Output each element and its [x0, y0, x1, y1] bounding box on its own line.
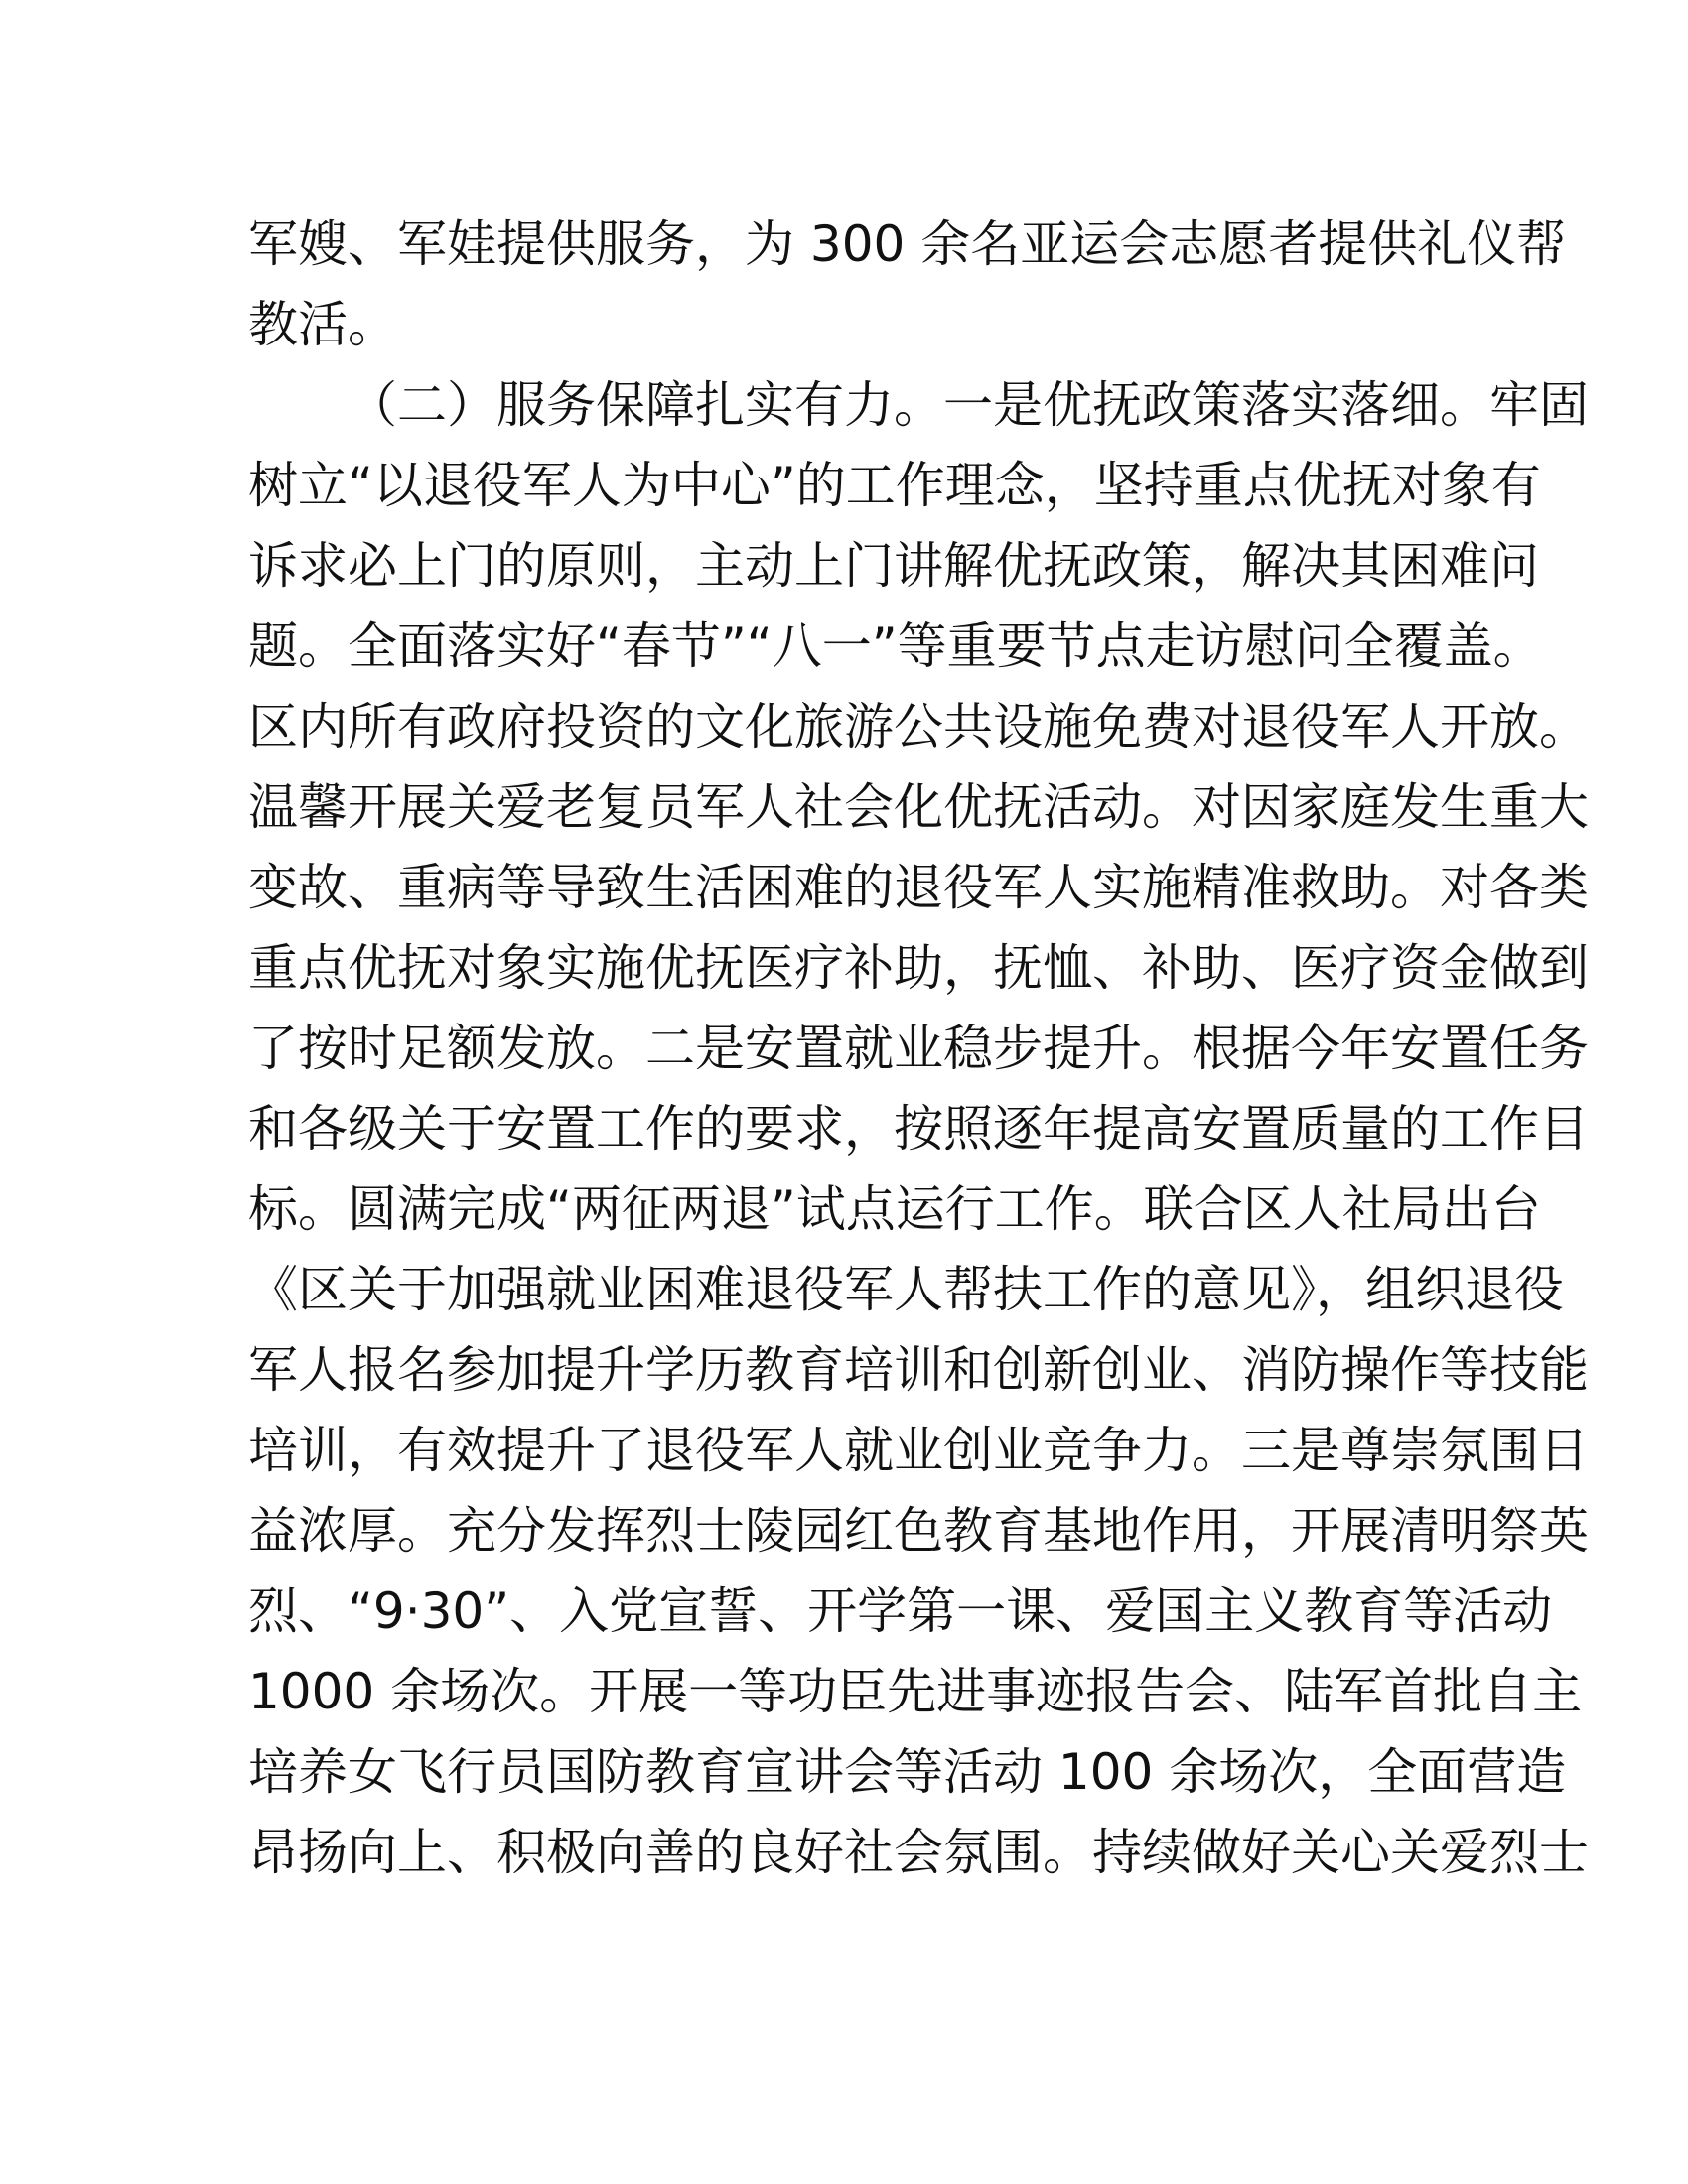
text-line: 诉求必上门的原则，主动上门讲解优抚政策，解决其困难问: [248, 537, 1539, 595]
text-line: 了按时足额发放。二是安置就业稳步提升。根据今年安置任务: [248, 1020, 1589, 1077]
section-heading-line: （二）服务保障扎实有力。一是优抚政策落实落细。牢固: [348, 376, 1589, 434]
document-body: [248, 205, 1589, 1893]
text-line: 题。全面落实好“春节”“八一”等重要节点走访慰问全覆盖。: [248, 617, 1543, 675]
text-line: 《区关于加强就业困难退役军人帮扶工作的意见》，组织退役: [248, 1261, 1564, 1318]
text-line: 树立“以退役军人为中心”的工作理念，坚持重点优抚对象有: [248, 457, 1541, 514]
text-line: 教活。: [248, 296, 397, 353]
text-line: 重点优抚对象实施优抚医疗补助，抚恤、补助、医疗资金做到: [248, 939, 1589, 997]
text-line: 军人报名参加提升学历教育培训和创新创业、消防操作等技能: [248, 1341, 1589, 1399]
text-line: 培训，有效提升了退役军人就业创业竞争力。三是尊崇氛围日: [248, 1422, 1589, 1479]
text-line: 培养女飞行员国防教育宣讲会等活动 100 余场次，全面营造: [248, 1743, 1567, 1801]
text-line: 标。圆满完成“两征两退”试点运行工作。联合区人社局出台: [248, 1180, 1541, 1238]
text-line: 昂扬向上、积极向善的良好社会氛围。持续做好关心关爱烈士: [248, 1824, 1589, 1881]
text-line: 变故、重病等导致生活困难的退役军人实施精准救助。对各类: [248, 859, 1589, 916]
text-line: 1000 余场次。开展一等功臣先进事迹报告会、陆军首批自主: [248, 1663, 1583, 1720]
text-line: 益浓厚。充分发挥烈士陵园红色教育基地作用，开展清明祭英: [248, 1502, 1589, 1560]
text-line: 军嫂、军娃提供服务，为 300 余名亚运会志愿者提供礼仪帮: [248, 215, 1567, 273]
text-line: 和各级关于安置工作的要求，按照逐年提高安置质量的工作目: [248, 1100, 1589, 1158]
text-line: 烈、“9·30”、入党宣誓、开学第一课、爱国主义教育等活动: [248, 1582, 1553, 1640]
text-line: 温馨开展关爱老复员军人社会化优抚活动。对因家庭发生重大: [248, 778, 1589, 836]
text-line: 区内所有政府投资的文化旅游公共设施免费对退役军人开放。: [248, 698, 1589, 755]
